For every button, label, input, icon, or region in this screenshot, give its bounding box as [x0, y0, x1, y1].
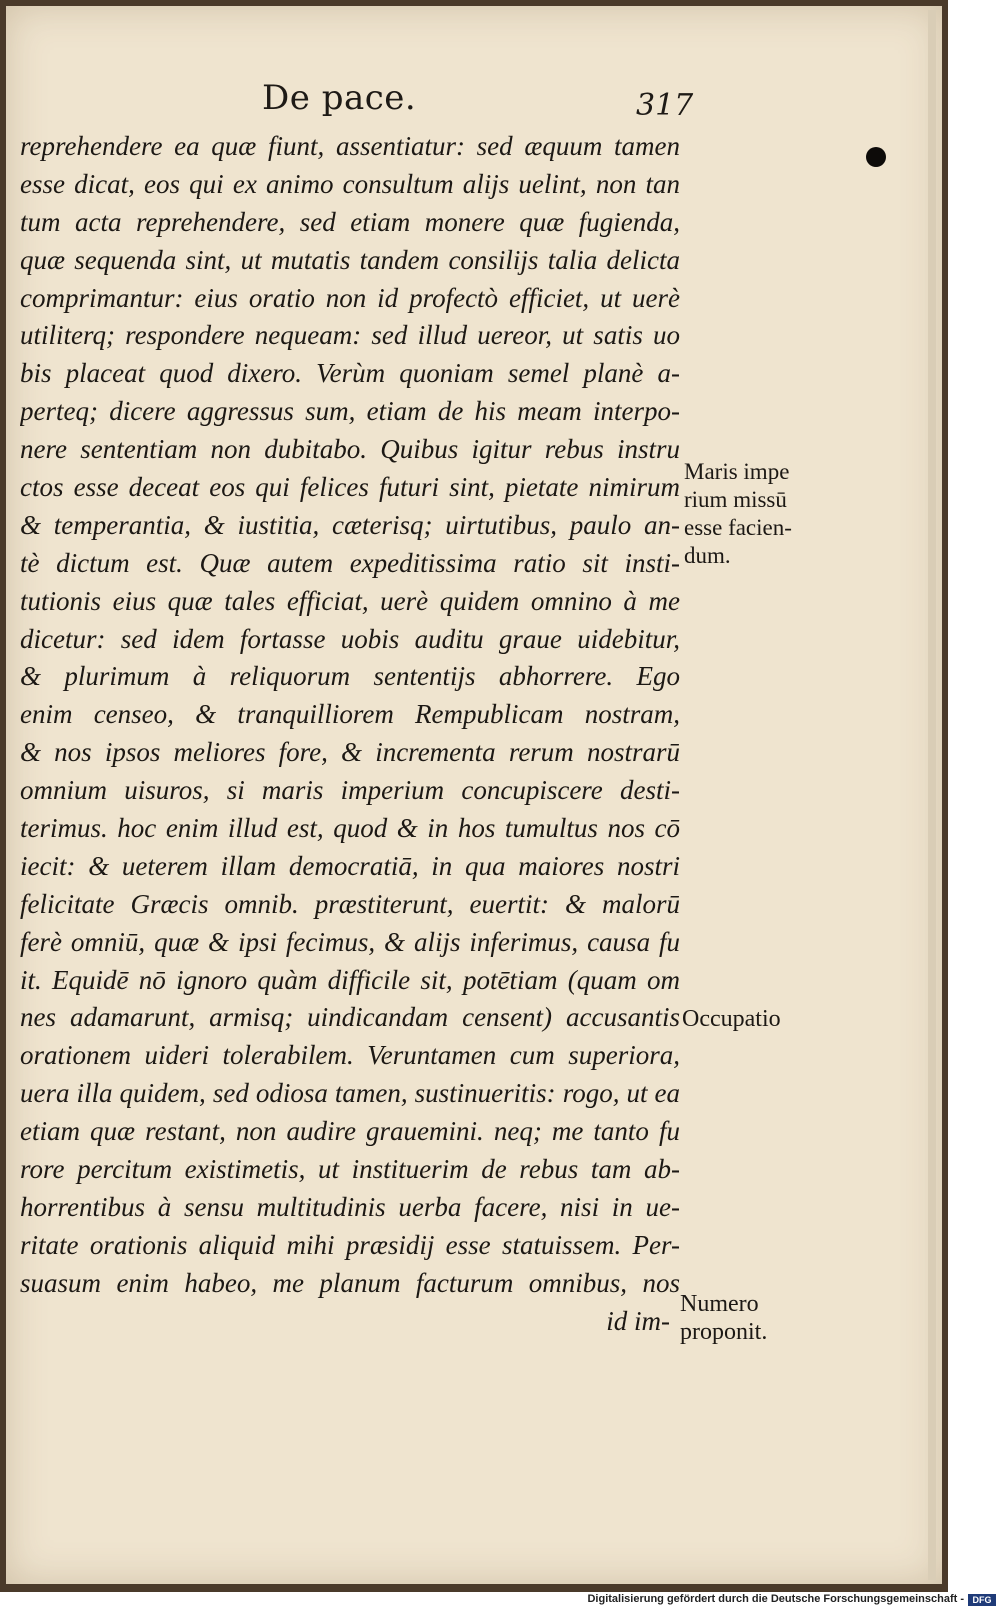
ink-blot	[866, 147, 886, 167]
text-line: esse dicat, eos qui ex animo consultum alijs uelint, non tan	[20, 168, 680, 199]
running-head: De pace.	[262, 78, 417, 118]
text-line: reprehendere ea quæ fiunt, assentiatur: sed æquum tamen	[20, 131, 680, 161]
text-line: tum acta reprehendere, sed etiam monere quæ fugienda,	[20, 206, 680, 237]
text-line: dicetur: sed idem fortasse uobis auditu graue uidebitur,	[20, 623, 680, 654]
text-line: suasum enim habeo, me planum facturum omnibus, nos	[20, 1267, 680, 1298]
marginal-note-numero-proponit	[680, 1290, 767, 1346]
text-line: iecit: & ueterem illam democratiā, in qua maiores nostri	[20, 850, 680, 881]
text-line: utiliterq; respondere nequeam: sed illud uereor, ut satis uo	[20, 320, 680, 351]
text-line: enim censeo, & tranquilliorem Rempublicam nostram,	[20, 699, 680, 730]
marginal-note-line: Maris impe	[684, 459, 790, 484]
footer-credit: Digitalisierung gefördert durch die Deutsche Forschungsgemeinschaft -	[587, 1593, 964, 1605]
marginal-note-occupatio: Occupatio	[682, 1006, 781, 1032]
text-line: quæ sequenda sint, ut mutatis tandem consilijs talia delicta	[20, 244, 680, 275]
text-line: ritate orationis aliquid mihi præsidij esse statuissem. Per-	[20, 1229, 680, 1260]
text-line: orationem uideri tolerabilem. Veruntamen cum superiora,	[20, 1040, 680, 1071]
text-line: ferè omniū, quæ & ipsi fecimus, & alijs inferimus, causa fu	[20, 926, 680, 957]
text-line: & nos ipsos meliores fore, & incrementa rerum nostrarū	[20, 737, 680, 768]
text-line: tutionis eius quæ tales efficiat, uerè quidem omnino à me	[20, 585, 680, 616]
dfg-logo: DFG	[968, 1594, 996, 1606]
text-line: & temperantia, & iustitia, cæterisq; uirtutibus, paulo an-	[20, 509, 680, 540]
text-line: tè dictum est. Quæ autem expeditissima ratio sit insti-	[20, 547, 680, 578]
text-line: comprimantur: eius oratio non id profectò efficiet, ut uerè	[20, 282, 680, 313]
text-line: horrentibus à sensu multitudinis uerba facere, nisi in ue-	[20, 1191, 680, 1222]
marginal-note-line: dum.	[684, 543, 731, 568]
marginal-note-line: rium missū	[684, 487, 787, 512]
text-line: it. Equidē nō ignoro quàm difficile sit, potētiam (quam om	[20, 964, 680, 995]
marginal-note-line: proponit.	[680, 1319, 768, 1345]
text-line: terimus. hoc enim illud est, quod & in hos tumultus nos cō	[20, 813, 680, 844]
text-line: & plurimum à reliquorum sententijs abhorrere. Ego	[20, 661, 680, 692]
text-line: id im-	[606, 1305, 670, 1336]
text-line: omnium uisuros, si maris imperium concupiscere desti-	[20, 775, 680, 806]
body-text-block	[20, 128, 680, 1341]
marginal-note-maris-imperium	[684, 458, 792, 570]
text-line: felicitate Græcis omnib. præstiterunt, euertit: & malorū	[20, 888, 680, 919]
text-line: nere sententiam non dubitabo. Quibus igitur rebus instru	[20, 434, 680, 465]
text-line: bis placeat quod dixero. Verùm quoniam semel planè a-	[20, 358, 680, 389]
text-line: perteq; dicere aggressus sum, etiam de his meam interpo-	[20, 396, 680, 427]
text-line: rore percitum existimetis, ut instituerim de rebus tam ab-	[20, 1154, 680, 1185]
text-line: uera illa quidem, sed odiosa tamen, sustinueritis: rogo, ut ea	[20, 1078, 680, 1109]
marginal-note-line: esse facien-	[684, 515, 792, 540]
text-line: ctos esse deceat eos qui felices futuri sint, pietate nimirum	[20, 472, 680, 503]
marginal-note-line: Numero	[680, 1291, 759, 1317]
page-edge	[928, 10, 936, 1580]
page-number: 317	[636, 88, 694, 123]
text-line: nes adamarunt, armisq; uindicandam censent) accusantis	[20, 1002, 680, 1033]
text-line: etiam quæ restant, non audire grauemini. neq; me tanto fu	[20, 1116, 680, 1147]
